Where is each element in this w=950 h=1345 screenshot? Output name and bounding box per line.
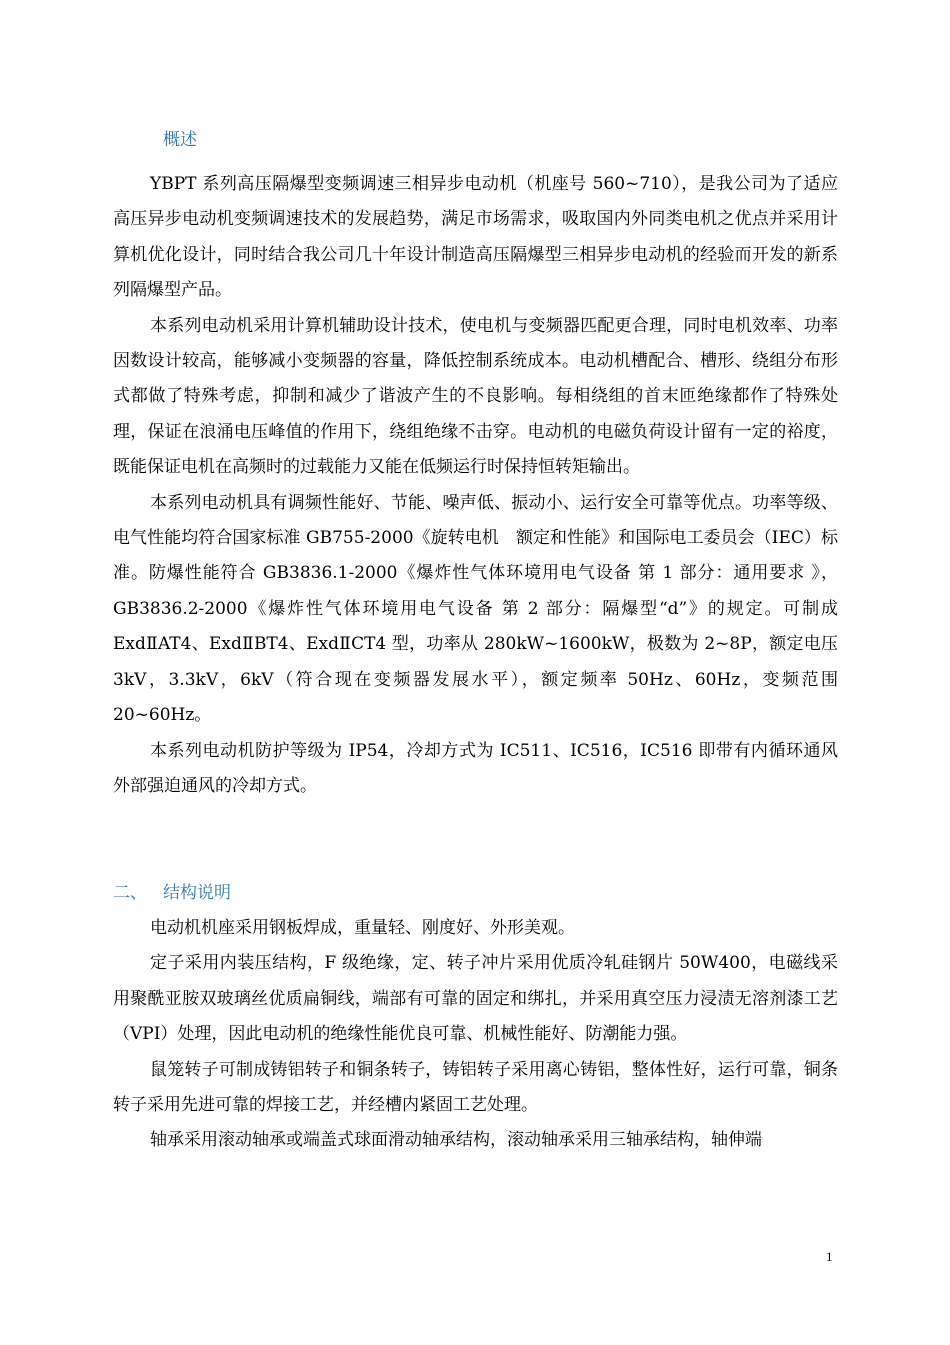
paragraph: 电动机机座采用钢板焊成，重量轻、刚度好、外形美观。 [150, 918, 575, 938]
section-heading-overview: 概述 [163, 130, 197, 150]
section-title: 结构说明 [163, 883, 231, 903]
paragraph: YBPT 系列高压隔爆型变频调速三相异步电动机（机座号 560~710），是我公司为了适应高压异步电动机变频调速技术的发展趋势，满足市场需求，吸取国内外同类电机之优点并采用计算机优化设计，同时结合我公司几十年设计制造高压隔爆型三相异步电动机的经验而开发的新系列隔爆型产品。 [113, 174, 838, 301]
paragraph: 鼠笼转子可制成铸铝转子和铜条转子，铸铝转子采用离心铸铝，整体性好，运行可靠，铜条转子采用先进可靠的焊接工艺，并经槽内紧固工艺处理。 [113, 1059, 838, 1116]
section-heading-structure [113, 883, 231, 903]
paragraph: 本系列电动机采用计算机辅助设计技术，使电机与变频器匹配更合理，同时电机效率、功率因数设计较高，能够减小变频器的容量，降低控制系统成本。电动机槽配合、槽形、绕组分布形式都做了特殊考虑，抑制和减少了谐波产生的不良影响。每相绕组的首末匝绝缘都作了特殊处理，保证在浪涌电压峰值的作用下，绕组绝缘不击穿。电动机的电磁负荷设计留有一定的裕度，既能保证电机在高频时的过载能力又能在低频运行时保持恒转矩输出。 [113, 315, 838, 478]
paragraph: 本系列电动机具有调频性能好、节能、噪声低、振动小、运行安全可靠等优点。功率等级、电气性能均符合国家标准 GB755-2000《旋转电机 额定和性能》和国际电工委员会（IEC）标准。防爆性能符合 GB3836.1-2000《爆炸性气体环境用电气设备 第 1 部分：通用要求 》，GB3836.2-2000《爆炸性气体环境用电气设备 第 2 部分：隔爆型“d”》的规定。可制成 ExdⅡAT4、ExdⅡBT4、ExdⅡCT4 型，功率从 280kW~1600kW，极数为 2~8P，额定电压 3kV，3.3kV，6kV（符合现在变频器发展水平），额定频率 50Hz、60Hz，变频范围 20~60Hz。 [113, 492, 838, 726]
paragraph: 本系列电动机防护等级为 IP54，冷却方式为 IC511、IC516，IC516 即带有内循环通风外部强迫通风的冷却方式。 [113, 740, 838, 796]
paragraph: 轴承采用滚动轴承或端盖式球面滑动轴承结构，滚动轴承采用三轴承结构，轴伸端 [150, 1130, 762, 1151]
section-overview-body [113, 167, 838, 804]
section-structure-body [113, 911, 838, 1159]
paragraph: 定子采用内装压结构，F 级绝缘，定、转子冲片采用优质冷轧硅钢片 50W400，电磁线采用聚酰亚胺双玻璃丝优质扁铜线，端部有可靠的固定和绑扎，并采用真空压力浸渍无溶剂漆工艺（VPI）处理，因此电动机的绝缘性能优良可靠、机械性能好、防潮能力强。 [113, 953, 838, 1045]
section-number: 二、 [113, 883, 147, 903]
page-number: 1 [826, 1249, 833, 1264]
